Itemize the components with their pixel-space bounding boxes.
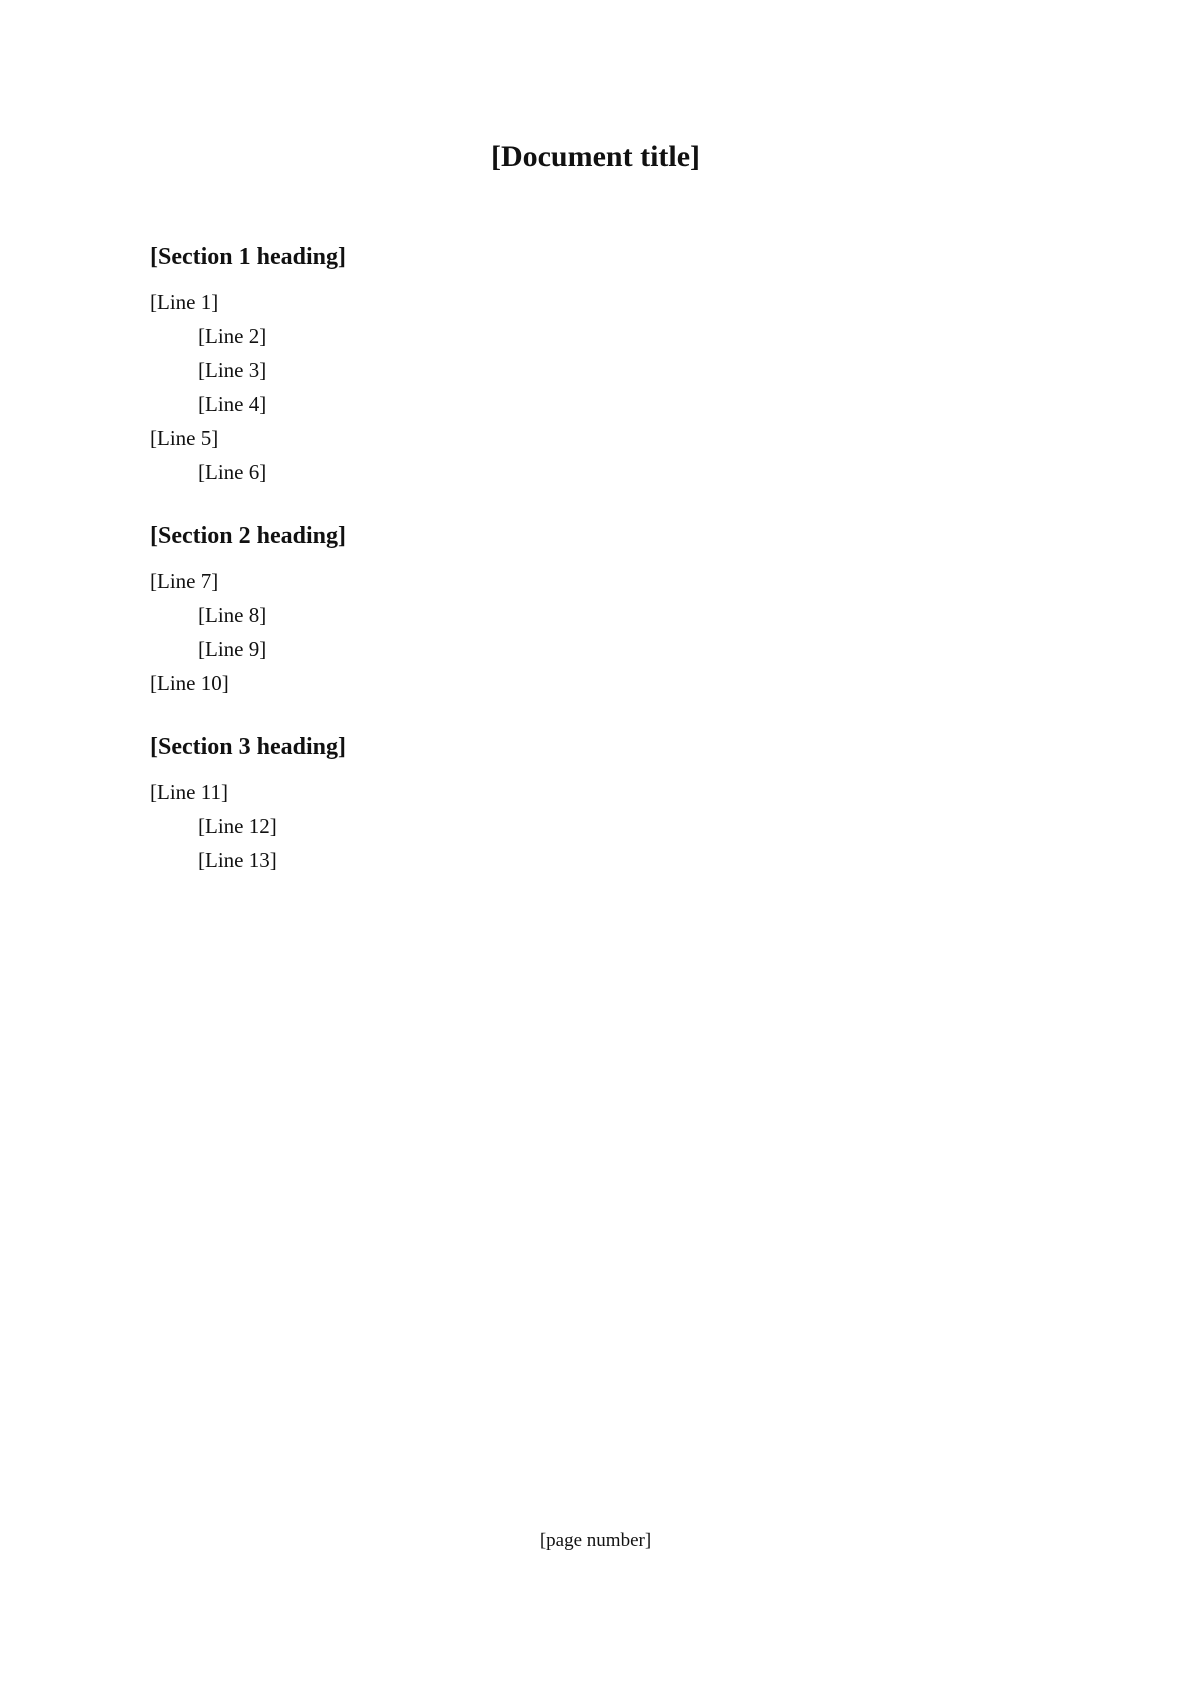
document-title: [Document title]: [490, 140, 701, 173]
text-line: [Line 8]: [198, 603, 267, 627]
text-line: [Line 11]: [150, 780, 228, 804]
text-line: [Line 10]: [150, 671, 229, 695]
section-heading: [Section 3 heading]: [150, 734, 347, 760]
text-line: [Line 13]: [198, 848, 277, 872]
text-line: [Line 6]: [198, 460, 267, 484]
text-line: [Line 7]: [150, 569, 219, 593]
document-body: [150, 244, 1041, 877]
section-heading: [Section 2 heading]: [150, 523, 347, 549]
text-line: [Line 3]: [198, 358, 267, 382]
document-section: [150, 523, 1041, 700]
text-line: [Line 9]: [198, 637, 267, 661]
document-section: [150, 734, 1041, 877]
text-line: [Line 5]: [150, 426, 219, 450]
document-section: [150, 244, 1041, 489]
page-number: [page number]: [539, 1530, 652, 1551]
section-heading: [Section 1 heading]: [150, 244, 347, 270]
text-line: [Line 4]: [198, 392, 267, 416]
text-line: [Line 2]: [198, 324, 267, 348]
text-line: [Line 1]: [150, 290, 219, 314]
text-line: [Line 12]: [198, 814, 277, 838]
